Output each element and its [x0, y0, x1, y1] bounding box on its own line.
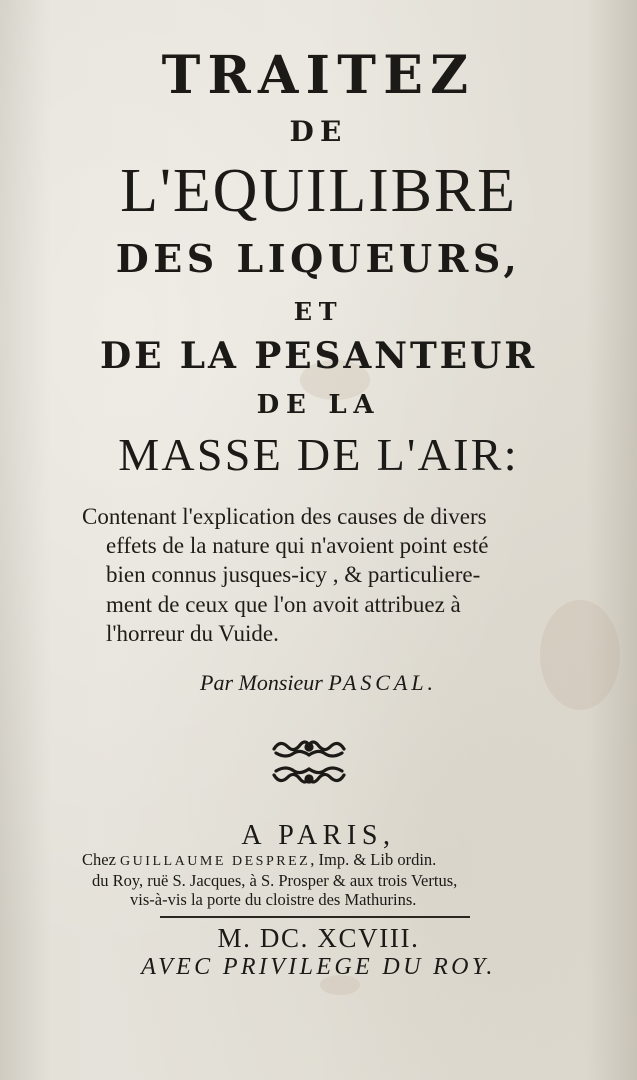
imprint-line-3: vis-à-vis la porte du cloistre des Mathurins.: [130, 890, 417, 909]
title-masse-air: MASSE DE L'AIR:: [118, 429, 519, 480]
description-line-3: bien connus jusques-icy , & particuliere-: [106, 562, 481, 587]
title-traitez: TRAITEZ: [161, 45, 476, 106]
privilege-line: AVEC PRIVILEGE DU ROY.: [141, 954, 496, 980]
title-de-la: DE LA: [256, 390, 381, 420]
imprint-printer: GUILLAUME DESPREZ: [120, 854, 311, 869]
byline: [0, 672, 637, 694]
title-et: ET: [293, 297, 344, 326]
divider-rule: [160, 916, 470, 918]
description-line-5: l'horreur du Vuide.: [106, 621, 279, 646]
fleuron-ornament-icon: [268, 735, 350, 795]
publication-date: M. DC. XCVIII.: [217, 923, 420, 953]
imprint-title: , Imp. & Lib ordin.: [310, 850, 437, 869]
byline-author: PASCAL.: [328, 670, 437, 695]
description-line-2: effets de la nature qui n'avoient point esté: [106, 533, 489, 558]
title-de: DE: [289, 115, 348, 148]
title-des-liqueurs: DES LIQUEURS,: [115, 236, 522, 281]
title-pesanteur: DE LA PESANTEUR: [99, 335, 538, 377]
description-line-4: ment de ceux que l'on avoit attribuez à: [106, 592, 461, 617]
imprint-chez: Chez: [82, 850, 116, 869]
imprint-line-1: [82, 852, 436, 869]
imprint-place: A PARIS,: [241, 820, 396, 851]
title-equilibre: L'EQUILIBRE: [120, 157, 517, 225]
description-line-1: Contenant l'explication des causes de divers: [82, 504, 487, 529]
byline-prefix: Par Monsieur: [200, 670, 323, 695]
imprint-line-2: du Roy, ruë S. Jacques, à S. Prosper & aux trois Vertus,: [92, 871, 458, 890]
